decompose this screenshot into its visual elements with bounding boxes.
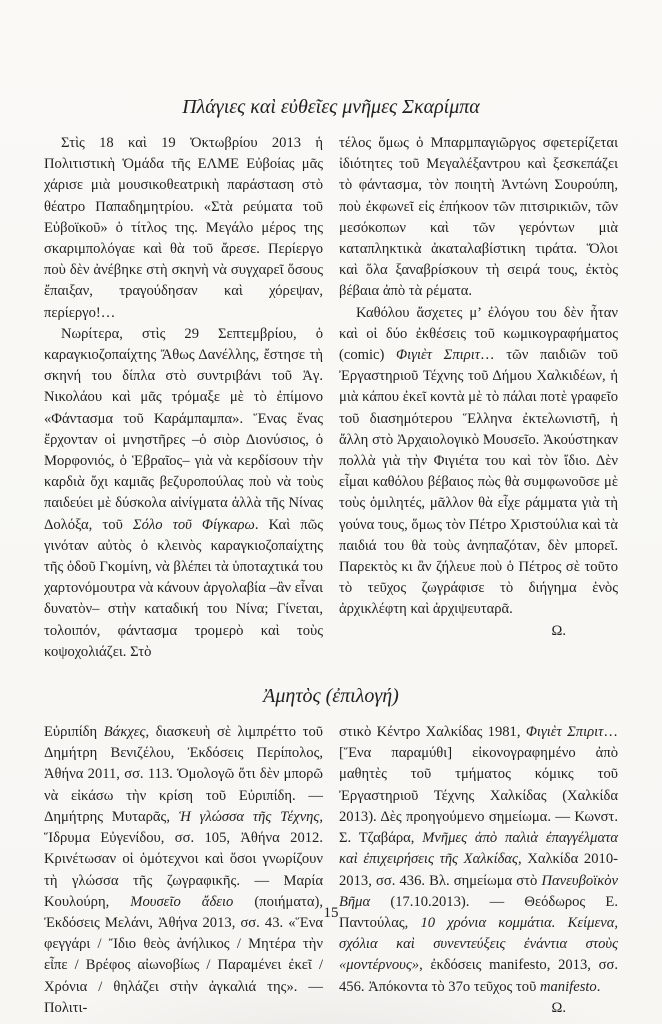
skarimpa-left-column bbox=[44, 133, 323, 663]
paragraph bbox=[339, 133, 618, 303]
italic-text-run: 10 χρόνια κομμάτια. Κείμενα, σχόλια καὶ συνεντεύξεις ἐνάντια στοὺς «μοντέρνους» bbox=[339, 914, 618, 974]
paragraph bbox=[44, 324, 323, 663]
amitos-left-column bbox=[44, 722, 323, 1019]
text-run: Εὐριπίδη bbox=[44, 724, 104, 741]
text-run: (17.10.2013). — Θεόδωρος Ε. Παντούλας, bbox=[339, 893, 618, 931]
text-run: … [Ἕνα παραμύθι] εἰκονογραφημένο ἀπὸ μαθητὲς τοῦ τμήματος κόμικς τοῦ Ἐργαστηριοῦ Τέχνης Χαλκίδας (Χαλκίδα 2013). Δὲς προηγούμενο σημείωμα. — Κωνστ. Σ. Τζαβάρα, bbox=[339, 724, 618, 847]
signature-omega: Ω. bbox=[551, 999, 566, 1016]
signature-omega: Ω. bbox=[551, 622, 566, 639]
italic-text-run: Μνῆμες ἀπὸ παλιὰ ἐπαγγέλματα καὶ ἐπιχειρήσεις τῆς Χαλκίδας bbox=[339, 830, 618, 868]
text-run: τέλος ὅμως ὁ Μπαρμπαγιῶργος σφετερίζεται ἰδιότητες τοῦ Μεγαλέξαντρου καὶ ξεσκεπάζει τὸ φάντασμα, τὸν ποιητὴ Ἀντώνη Σουρούπη, ποὺ ἐκφωνεῖ εἰς ἐπήκοον τῶν πιτσιρικιῶν, τῶν μεσόκοπων καὶ τῶν γερόντων μιὰ καταπληκτικὰ ἀκαταλαβίστικη τιράτα. Ὅλοι καὶ ὅλα ξαναβρίσκουν τὴ σειρά τους, ἐκτὸς βέβαια ἀπὸ τὰ ρέματα. bbox=[339, 135, 618, 300]
text-run: . Καὶ πῶς γινόταν αὐτὸς ὁ κλεινὸς καραγκιοζοπαίχτης τῆς ὁδοῦ Γκομίνη, νὰ βλέπει τὰ ὑποταχτικά του χαρτονόμουτρα νὰ κάνουν ἀργολαβία –ἂν εἶναι δυνατὸν– στὴν καταδική του Νίνα; Γίνεται, τολοιπόν, φάντασμα τρομερὸ καὶ τοὺς κοψοχολιάζει. Στὸ bbox=[44, 516, 323, 660]
paragraph bbox=[339, 303, 618, 621]
text-run: , διασκευὴ σὲ λιμπρέττο τοῦ Δημήτρη Βενιζέλου, Ἐκδόσεις Περίπολος, Ἀθήνα 2011, σσ. 113. Ὁμολογῶ ὅτι δὲν μπορῶ νὰ εἰκάσω τὴν κρίση τοῦ Εὐριπίδη. — Δημήτρης Μυταρᾶς, bbox=[44, 724, 323, 825]
italic-text-run: Φιγιὲτ Σπιριτ bbox=[525, 724, 604, 741]
text-run: , Χαλκίδα 2010-2013, σσ. 436. Βλ. σημείωμα στὸ bbox=[339, 851, 618, 889]
text-run: … τῶν παιδιῶν τοῦ Ἐργαστηριοῦ Τέχνης τοῦ Δήμου Χαλκιδέων, ἡ μιὰ κάπου ἐκεῖ κοντὰ μὲ τὸ πάλαι ποτὲ γραφεῖο τοῦ διασημότερου Ἕλληνα ἐκτελωνιστῆ, ἡ ἄλλη στὸ Ἀρχαιολογικὸ Μουσεῖο. Ἀκούστηκαν πολλὰ γιὰ τὴν Φιγιέτα του καὶ τὸν ἴδιο. Δὲν εἶμαι καθόλου βέβαιος πὼς θὰ συμφωνοῦσε μὲ τοὺς ὁμιλητές, μᾶλλον θὰ εἶχε ράμματα γιὰ τὴ γούνα τους, ὅμως τὸν Πέτρο Χριστούλια καὶ τὰ παιδιά του θὰ τοὺς ἀνηπαζόταν, δὲν μπορεῖ. Παρεκτὸς κι ἂν ζήλευε ποὺ ὁ Πέτρος σὲ τοῦτο τὸ τεῦχος ζωγράφισε τὸ διήγημα ἑνὸς ἀρχικλέφτη καὶ ἀρχιψευταρᾶ. bbox=[339, 347, 618, 618]
italic-text-run: Φιγιὲτ Σπιριτ bbox=[396, 347, 480, 364]
page-number: 15 bbox=[323, 905, 339, 921]
text-run: Καθόλου ἄσχετες μ’ ἐλόγου του δὲν ἦταν καὶ οἱ δύο ἐκθέσεις τοῦ κωμικογραφήματος (comic) bbox=[339, 304, 618, 364]
paragraph bbox=[44, 133, 323, 324]
italic-text-run: Βάκχες bbox=[103, 724, 146, 741]
text-run: . bbox=[596, 978, 601, 995]
article-amitos-columns bbox=[44, 722, 618, 1019]
text-run: Νωρίτερα, στὶς 29 Σεπτεμβρίου, ὁ καραγκιοζοπαίχτης Ἄθως Δανέλλης, ἔστησε τὴ σκηνή του δίπλα στὸ συντριβάνι τοῦ Ἁγ. Νικολάου καὶ μᾶς τρόμαξε μὲ τὸ ἐπίμονο «Φάντασμα τοῦ Καράμπαμπα». Ἕνας ἕνας ἔρχονταν οἱ μνηστῆρες –ὁ σιὸρ Διονύσιος, ὁ Μορφονιός, ὁ Ἑβραῖος– γιὰ νὰ κερδίσουν τὴν καρδιὰ ὄχι καμιᾶς βεζυροπούλας ποὺ νὰ τοὺς παιδεύει μὲ δύσκολα αἰνίγματα ἀλλὰ τῆς Νίνας Δολόξα, τοῦ bbox=[44, 325, 323, 533]
italic-text-run: Πανευβοϊκὸν Βῆμα bbox=[339, 872, 618, 910]
italic-text-run: Σόλο τοῦ Φίγκαρω bbox=[132, 516, 255, 533]
paragraph bbox=[44, 722, 323, 1019]
article-skarimpa-columns bbox=[44, 133, 618, 663]
paragraph bbox=[339, 722, 618, 998]
text-run: , Ἵδρυμα Εὐγενίδου, σσ. 105, Ἀθήνα 2012. Κρινέτωσαν οἱ ὁμότεχνοι καὶ ὅσοι γνωρίζουν τὴ γλώσσα τῆς ζωγραφικῆς. — Μαρία Κουλούρη, bbox=[44, 808, 323, 910]
text-run: Στὶς 18 καὶ 19 Ὀκτωβρίου 2013 ἡ Πολιτιστικὴ Ὁμάδα τῆς ΕΛΜΕ Εὐβοίας μᾶς χάρισε μιὰ μουσικοθεατρικὴ παράσταση στὸ θέατρο Παπαδημητρίου. «Στὰ ρεύματα τοῦ Εὐβοϊκοῦ» ὁ τίτλος της. Μεγάλο μέρος της σκαριμπολόγαε καὶ θὰ τοῦ ἄρεσε. Περίεργο ποὺ δὲν ἀνέβηκε στὴ σκηνὴ νὰ συγχαρεῖ ὅσους ἔπαιξαν, τραγούδησαν καὶ χόρεψαν, περίεργο!… bbox=[44, 135, 323, 321]
text-run: στικὸ Κέντρο Χαλκίδας 1981, bbox=[339, 724, 526, 741]
article-title-amitos: Ἀμητὸς (ἐπιλογή) bbox=[263, 685, 399, 708]
amitos-right-column bbox=[339, 722, 618, 1019]
skarimpa-right-column bbox=[339, 133, 618, 663]
italic-text-run: Ἡ γλώσσα τῆς Τέχνης bbox=[178, 808, 320, 825]
text-run: (ποιήματα), Ἐκδόσεις Μελάνι, Ἀθήνα 2013, σσ. 43. «Ἕνα φεγγάρι / Ἴδιο θεὸς ἀνήλικος / Μητέρα τὴν εἶπε / Βρέφος αἰωνοβίως / Παραμένει ἐκεῖ / Χρόνια / θηλάζει στὴν ἀγκαλιά της». — Πολιτι- bbox=[44, 893, 323, 1016]
italic-text-run: Μουσεῖο ἄδειο bbox=[130, 893, 234, 910]
text-run: , ἐκδόσεις manifesto, 2013, σσ. 456. Ἀπόκοντα τὸ 37ο τεῦχος τοῦ bbox=[339, 957, 618, 995]
article-title-skarimpa: Πλάγιες καὶ εὐθεῖες μνῆμες Σκαρίμπα bbox=[182, 96, 480, 118]
italic-text-run: manifesto bbox=[539, 978, 597, 995]
